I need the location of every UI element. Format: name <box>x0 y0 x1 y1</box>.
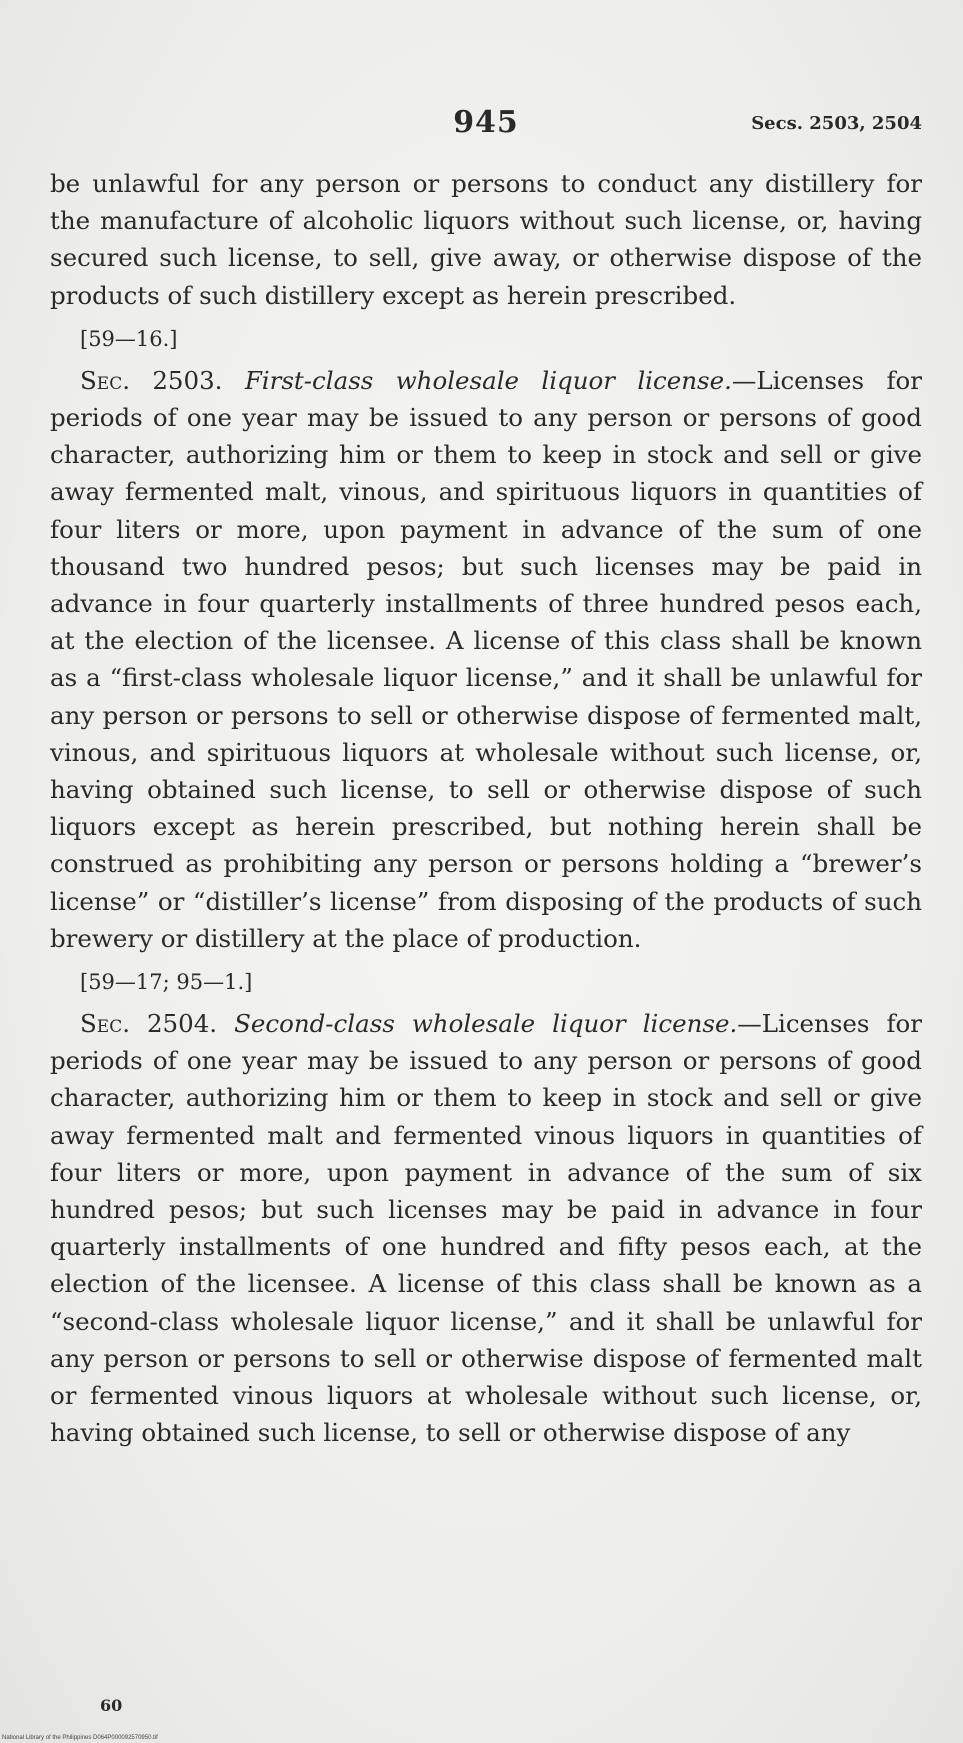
citation: [59—16.] <box>80 326 178 351</box>
section-2504 <box>50 1005 922 1451</box>
paragraph-continuation: be unlawful for any person or persons to conduct any distillery for the manufacture of alcoholic liquors without such license, or, having secured such license, to sell, give away, or otherwise dispose of the products of such distillery except as herein prescribed. <box>50 169 922 310</box>
section-body: —Licenses for periods of one year may be issued to any person or persons of good character, authorizing him or them to keep in stock and sell or give away fermented malt and fermented vinous liquors in quantities of four liters or more, upon payment in advance of the sum of six hundred pesos; but such licenses may be paid in advance in four quarterly installments of one hundred and fifty pesos each, at the election of the licensee. A license of this class shall be known as a “second-class wholesale liquor license,” and it shall be unlawful for any person or persons to sell or otherwise dispose of fermented malt or fermented vinous liquors at wholesale without such license, or, having obtained such license, to sell or otherwise dispose of any <box>50 1009 922 1448</box>
section-body: —Licenses for periods of one year may be issued to any person or persons of good character, authorizing him or them to keep in stock and sell or give away fermented malt, vinous, and spirituous liquors in quantities of four liters or more, upon payment in advance of the sum of one thousand two hundred pesos; but such licenses may be paid in advance in four quarterly installments of three hundred pesos each, at the election of the licensee. A license of this class shall be known as a “first-class wholesale liquor license,” and it shall be unlawful for any person or persons to sell or otherwise dispose of fermented malt, vinous, and spirituous liquors at wholesale without such license, or, having obtained such license, to sell or otherwise dispose of such liquors except as herein prescribed, but nothing herein shall be construed as prohibiting any person or persons holding a “brewer’s license” or “distiller’s license” from disposing of the products of such brewery or distillery at the place of production. <box>50 365 922 953</box>
page-header <box>50 105 922 145</box>
section-title: Second-class wholesale liquor license. <box>234 1009 738 1039</box>
citation: [59—17; 95—1.] <box>80 970 253 995</box>
section-label: Sec. 2504. <box>80 1009 218 1039</box>
library-credit: National Library of the Philippines D064P000092570950.tif <box>2 1735 158 1741</box>
section-title: First-class wholesale liquor license. <box>244 365 732 395</box>
section-reference: Secs. 2503, 2504 <box>751 113 922 134</box>
body-text <box>50 165 922 1452</box>
page-number: 945 <box>453 105 519 140</box>
section-2503 <box>50 362 922 957</box>
signature-mark: 60 <box>100 1696 123 1715</box>
section-label: Sec. 2503. <box>80 365 223 395</box>
